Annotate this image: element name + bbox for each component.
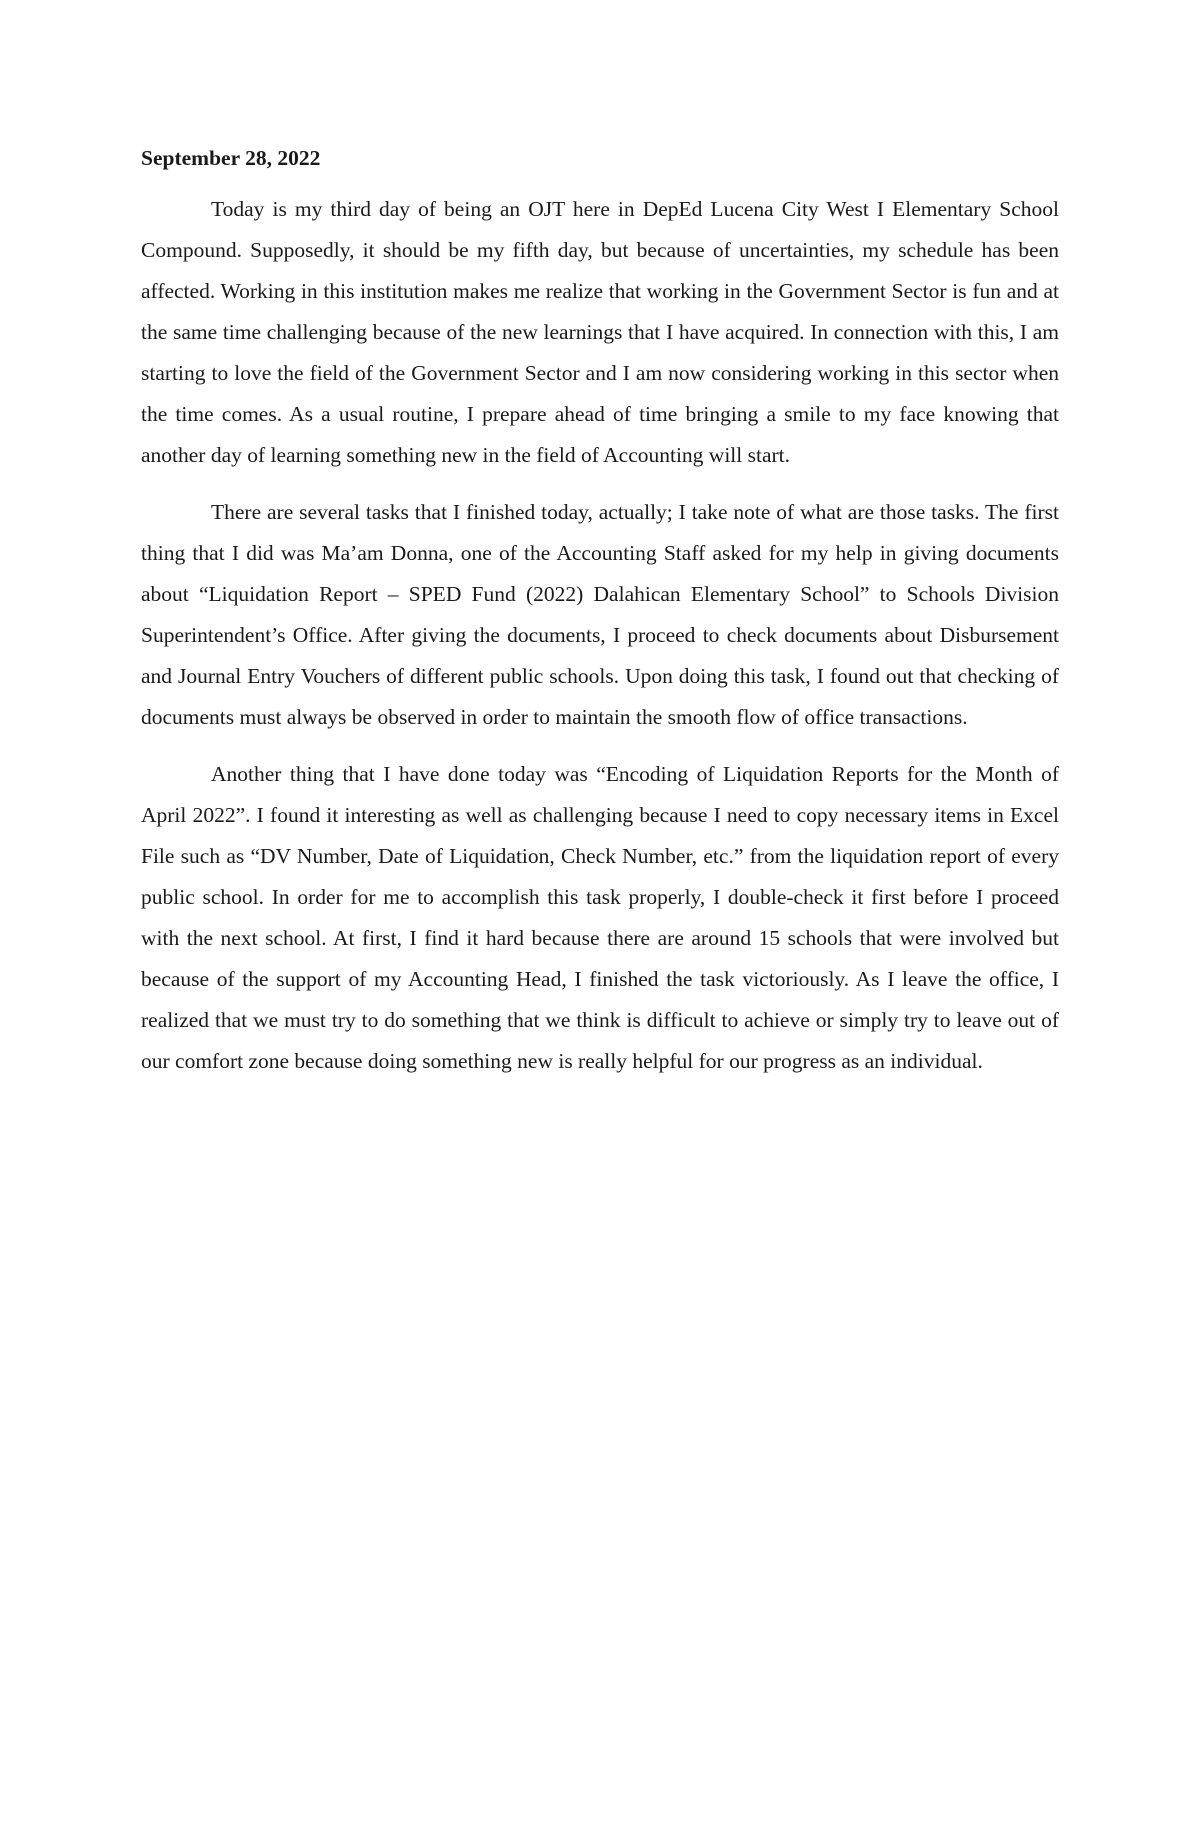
paragraph-3: Another thing that I have done today was “Encoding of Liquidation Reports for the Month of April 2022”. I found it interesting as well as challenging because I need to copy necessary items in Excel File such as “DV Number, Date of Liquidation, Check Number, etc.” from the liquidation report of every public school. In order for me to accomplish this task properly, I double-check it first before I proceed with the next school. At first, I find it hard because there are around 15 schools that were involved but because of the support of my Accounting Head, I finished the task victoriously. As I leave the office, I realized that we must try to do something that we think is difficult to achieve or simply try to leave out of our comfort zone because doing something new is really helpful for our progress as an individual. <box>141 762 1059 1073</box>
entry-date: September 28, 2022 <box>141 146 321 170</box>
paragraph-1: Today is my third day of being an OJT here in DepEd Lucena City West I Elementary School Compound. Supposedly, it should be my fifth day, but because of uncertainties, my schedule has been affected. Working in this institution makes me realize that working in the Government Sector is fun and at the same time challenging because of the new learnings that I have acquired. In connection with this, I am starting to love the field of the Government Sector and I am now considering working in this sector when the time comes. As a usual routine, I prepare ahead of time bringing a smile to my face knowing that another day of learning something new in the field of Accounting will start. <box>141 197 1059 467</box>
document-body <box>141 138 1059 1098</box>
paragraph-2: There are several tasks that I finished today, actually; I take note of what are those tasks. The first thing that I did was Ma’am Donna, one of the Accounting Staff asked for my help in giving documents about “Liquidation Report – SPED Fund (2022) Dalahican Elementary School” to Schools Division Superintendent’s Office. After giving the documents, I proceed to check documents about Disbursement and Journal Entry Vouchers of different public schools. Upon doing this task, I found out that checking of documents must always be observed in order to maintain the smooth flow of office transactions. <box>141 500 1059 729</box>
